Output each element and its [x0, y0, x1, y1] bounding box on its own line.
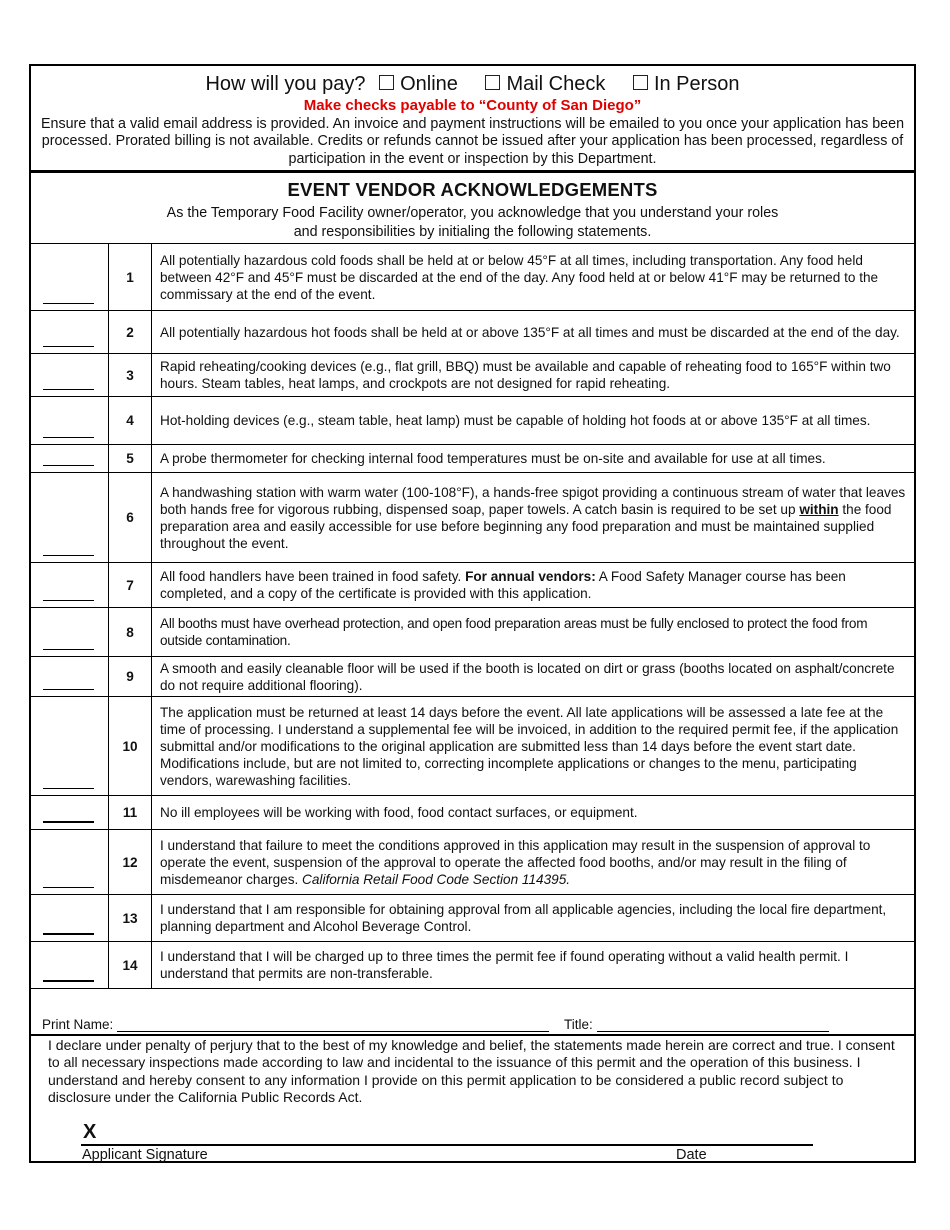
- acknowledgements-table: [31, 243, 916, 989]
- print-name-label: Print Name:: [42, 1017, 114, 1032]
- applicant-signature-label: Applicant Signature: [82, 1147, 208, 1163]
- initials-field[interactable]: [31, 563, 109, 608]
- initials-field[interactable]: [31, 830, 109, 895]
- statement-text: All food handlers have been trained in food safety. For annual vendors: A Food Safety Manager course has been completed, and a copy of the certificate is provided with this application.: [152, 563, 917, 608]
- table-row: [31, 311, 916, 354]
- statement-text: I understand that I am responsible for obtaining approval from all applicable agencies, including the local fire department, planning department and Alcohol Beverage Control.: [152, 895, 917, 942]
- payment-notice: Ensure that a valid email address is provided. An invoice and payment instructions will be emailed to you once your application has been processed. Prorated billing is not available. Credits or refunds cannot be issued after your application has been processed, regardless of participation in the event or inspection by this Department.: [40, 116, 905, 167]
- payment-method-line: [31, 72, 914, 96]
- online-checkbox[interactable]: [379, 75, 394, 90]
- statement-number: 14: [109, 942, 152, 989]
- initials-field[interactable]: [31, 895, 109, 942]
- emphasis-annual-vendors: For annual vendors:: [465, 569, 596, 584]
- statement-text: A probe thermometer for checking internal food temperatures must be on-site and available for use at all times.: [152, 445, 917, 473]
- payment-option-in-person[interactable]: In Person: [633, 73, 740, 95]
- mail-check-checkbox[interactable]: [485, 75, 500, 90]
- initials-field[interactable]: [31, 244, 109, 311]
- date-label: Date: [676, 1147, 707, 1163]
- statement-number: 11: [109, 796, 152, 830]
- table-row: [31, 244, 916, 311]
- statement-text: A handwashing station with warm water (100-108°F), a hands-free spigot providing a continuous stream of water that leaves both hands free for vigorous rubbing, dispensed soap, paper towels. A catch basin is required to be set up within the food preparation area and easily accessible for use before beginning any food preparation and must be maintained supplied throughout the event.: [152, 473, 917, 563]
- table-row: [31, 397, 916, 445]
- initials-field[interactable]: [31, 311, 109, 354]
- initials-field[interactable]: [31, 354, 109, 397]
- initials-field[interactable]: [31, 697, 109, 796]
- statement-number: 8: [109, 608, 152, 657]
- table-row: [31, 657, 916, 697]
- table-row: [31, 354, 916, 397]
- table-row: [31, 608, 916, 657]
- statement-number: 4: [109, 397, 152, 445]
- payment-option-mail-check[interactable]: Mail Check: [485, 73, 605, 95]
- statement-number: 2: [109, 311, 152, 354]
- initials-field[interactable]: [31, 942, 109, 989]
- payment-section: [31, 66, 914, 173]
- statement-number: 3: [109, 354, 152, 397]
- code-citation: California Retail Food Code Section 114395.: [302, 871, 571, 887]
- acknowledgements-title: EVENT VENDOR ACKNOWLEDGEMENTS: [287, 179, 658, 200]
- event-vendor-form: [29, 64, 916, 1163]
- initials-field[interactable]: [31, 445, 109, 473]
- statement-text: All potentially hazardous hot foods shall be held at or above 135°F at all times and must be discarded at the end of the day.: [152, 311, 917, 354]
- statement-number: 13: [109, 895, 152, 942]
- table-row: [31, 942, 916, 989]
- statement-number: 10: [109, 697, 152, 796]
- title-label: Title:: [564, 1017, 593, 1032]
- statement-text: I understand that failure to meet the conditions approved in this application may result in the suspension of approval to operate the event, suspension of the approval to operate the affected food booths, and/or may result in the filing of misdemeanor charges. California Retail Food Code Section 114395.: [152, 830, 917, 895]
- initials-field[interactable]: [31, 608, 109, 657]
- table-row: [31, 830, 916, 895]
- signature-field[interactable]: [81, 1144, 813, 1146]
- statement-number: 12: [109, 830, 152, 895]
- acknowledgements-header: [31, 173, 914, 243]
- statement-number: 1: [109, 244, 152, 311]
- statement-text: The application must be returned at least 14 days before the event. All late applications will be assessed a late fee at the time of processing. I understand a supplemental fee will be invoiced, in addition to the required permit fee, if the application submittal and/or modifications to the original application are submitted less than 14 days before the event start date. Modifications include, but are not limited to, correcting incomplete applications or changes to the menu, participating vendors, warewashing facilities.: [152, 697, 917, 796]
- in-person-checkbox[interactable]: [633, 75, 648, 90]
- print-name-field[interactable]: [117, 1031, 549, 1032]
- table-row: [31, 563, 916, 608]
- perjury-declaration: I declare under penalty of perjury that to the best of my knowledge and belief, the statements made herein are correct and true. I consent to all necessary inspections made according to law and incidental to the issuance of this permit and the operation of this business. I understand and hereby consent to any information I provide on this permit application to be considered a public record subject to disclosure under the California Public Records Act.: [48, 1037, 895, 1105]
- checks-payable-note: Make checks payable to “County of San Diego”: [303, 97, 642, 114]
- initials-field[interactable]: [31, 796, 109, 830]
- table-row: [31, 473, 916, 563]
- acknowledgements-intro: As the Temporary Food Facility owner/operator, you acknowledge that you understand your roles and responsibilities by initialing the following statements.: [166, 205, 779, 240]
- statement-number: 7: [109, 563, 152, 608]
- statement-text: Hot-holding devices (e.g., steam table, heat lamp) must be capable of holding hot foods at or above 135°F at all times.: [152, 397, 917, 445]
- table-row: [31, 697, 916, 796]
- statement-number: 9: [109, 657, 152, 697]
- title-field[interactable]: [597, 1031, 829, 1032]
- statement-number: 6: [109, 473, 152, 563]
- initials-field[interactable]: [31, 657, 109, 697]
- emphasis-within: within: [799, 501, 839, 517]
- payment-question: How will you pay?: [205, 73, 366, 95]
- table-row: [31, 895, 916, 942]
- initials-field[interactable]: [31, 473, 109, 563]
- initials-field[interactable]: [31, 397, 109, 445]
- signature-x-mark: X: [83, 1121, 97, 1143]
- statement-text: All potentially hazardous cold foods shall be held at or below 45°F at all times, including transportation. Any food held between 42°F and 45°F must be discarded at the end of the day. Any food held at or below 41°F may be returned to the commissary at the end of the event.: [152, 244, 917, 311]
- statement-text: I understand that I will be charged up to three times the permit fee if found operating without a valid health permit. I understand that permits are non-transferable.: [152, 942, 917, 989]
- table-row: [31, 445, 916, 473]
- statement-text: A smooth and easily cleanable floor will be used if the booth is located on dirt or grass (booths located on asphalt/concrete do not require additional flooring).: [152, 657, 917, 697]
- statement-number: 5: [109, 445, 152, 473]
- statement-text: No ill employees will be working with food, food contact surfaces, or equipment.: [152, 796, 917, 830]
- payment-option-online[interactable]: Online: [379, 73, 458, 95]
- statement-text: Rapid reheating/cooking devices (e.g., flat grill, BBQ) must be available and capable of reheating food to 165°F within two hours. Steam tables, heat lamps, and crockpots are not designed for rapid reheating.: [152, 354, 917, 397]
- print-name-row: [31, 1004, 916, 1036]
- table-row: [31, 796, 916, 830]
- statement-text: All booths must have overhead protection, and open food preparation areas must be fully enclosed to protect the food from outside contamination.: [152, 608, 917, 657]
